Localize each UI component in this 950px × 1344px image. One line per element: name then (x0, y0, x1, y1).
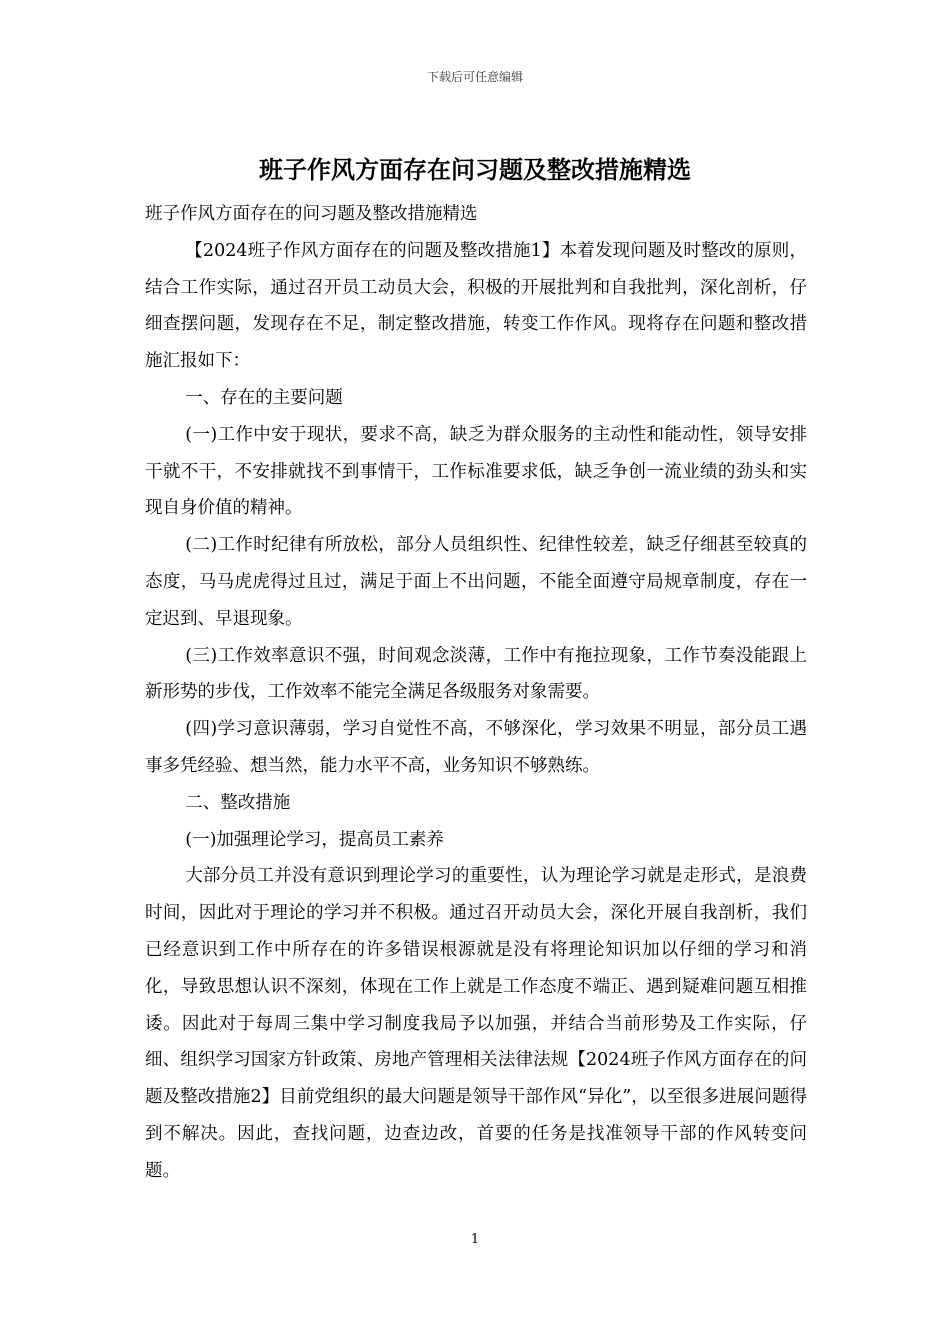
paragraph-problem-2: (二)工作时纪律有所放松，部分人员组织性、纪律性较差，缺乏仔细甚至较真的态度，马马虎虎得过且过，满足于面上不出问题，不能全面遵守局规章制度，存在一定迟到、早退现象。 (145, 535, 807, 629)
page-number: 1 (470, 1232, 480, 1247)
paragraph-intro: 【2024班子作风方面存在的问题及整改措施1】本着发现问题及时整改的原则，结合工作实际，通过召开员工动员大会，积极的开展批判和自我批判，深化剖析，仔细查摆问题，发现存在不足，制定整改措施，转变工作作风。现将存在问题和整改措施汇报如下： (145, 240, 807, 372)
document-subtitle: 班子作风方面存在的问习题及整改措施精选 (145, 204, 478, 224)
section-heading-problems: 一、存在的主要问题 (185, 387, 343, 408)
paragraph-measure-1: 大部分员工并没有意识到理论学习的重要性，认为理论学习就是走形式，是浪费时间，因此对于理论的学习并不积极。通过召开动员大会，深化开展自我剖析，我们已经意识到工作中所存在的许多错误根源就是没有将理论知识加以仔细的学习和消化，导致思想认识不深刻，体现在工作上就是工作态度不端正、遇到疑难问题互相推诿。因此对于每周三集中学习制度我局予以加强，并结合当前形势及工作实际，仔细、组织学习国家方针政策、房地产管理相关法律法规【2024班子作风方面存在的问题及整改措施2】目前党组织的最大问题是领导干部作风“异化”，以至很多进展问题得到不解决。因此，查找问题，边查边改，首要的任务是找准领导干部的作风转变问题。 (145, 866, 807, 1181)
subheading-measure-1: (一)加强理论学习，提高员工素养 (185, 829, 444, 850)
paragraph-problem-4: (四)学习意识薄弱，学习自觉性不高，不够深化，学习效果不明显，部分员工遇事多凭经验、想当然，能力水平不高，业务知识不够熟练。 (145, 719, 807, 776)
document-title: 班子作风方面存在问习题及整改措施精选 (259, 155, 691, 184)
section-heading-measures: 二、整改措施 (185, 792, 291, 813)
paragraph-problem-1: (一)工作中安于现状，要求不高，缺乏为群众服务的主动性和能动性，领导安排干就不干，不安排就找不到事情干，工作标准要求低，缺乏争创一流业绩的劲头和实现自身价值的精神。 (145, 424, 807, 519)
paragraph-problem-3: (三)工作效率意识不强，时间观念淡薄，工作中有拖拉现象，工作节奏没能跟上新形势的步伐，工作效率不能完全满足各级服务对象需要。 (145, 645, 807, 703)
document-body (145, 196, 807, 1190)
header-note: 下载后可任意编辑 (426, 70, 523, 84)
